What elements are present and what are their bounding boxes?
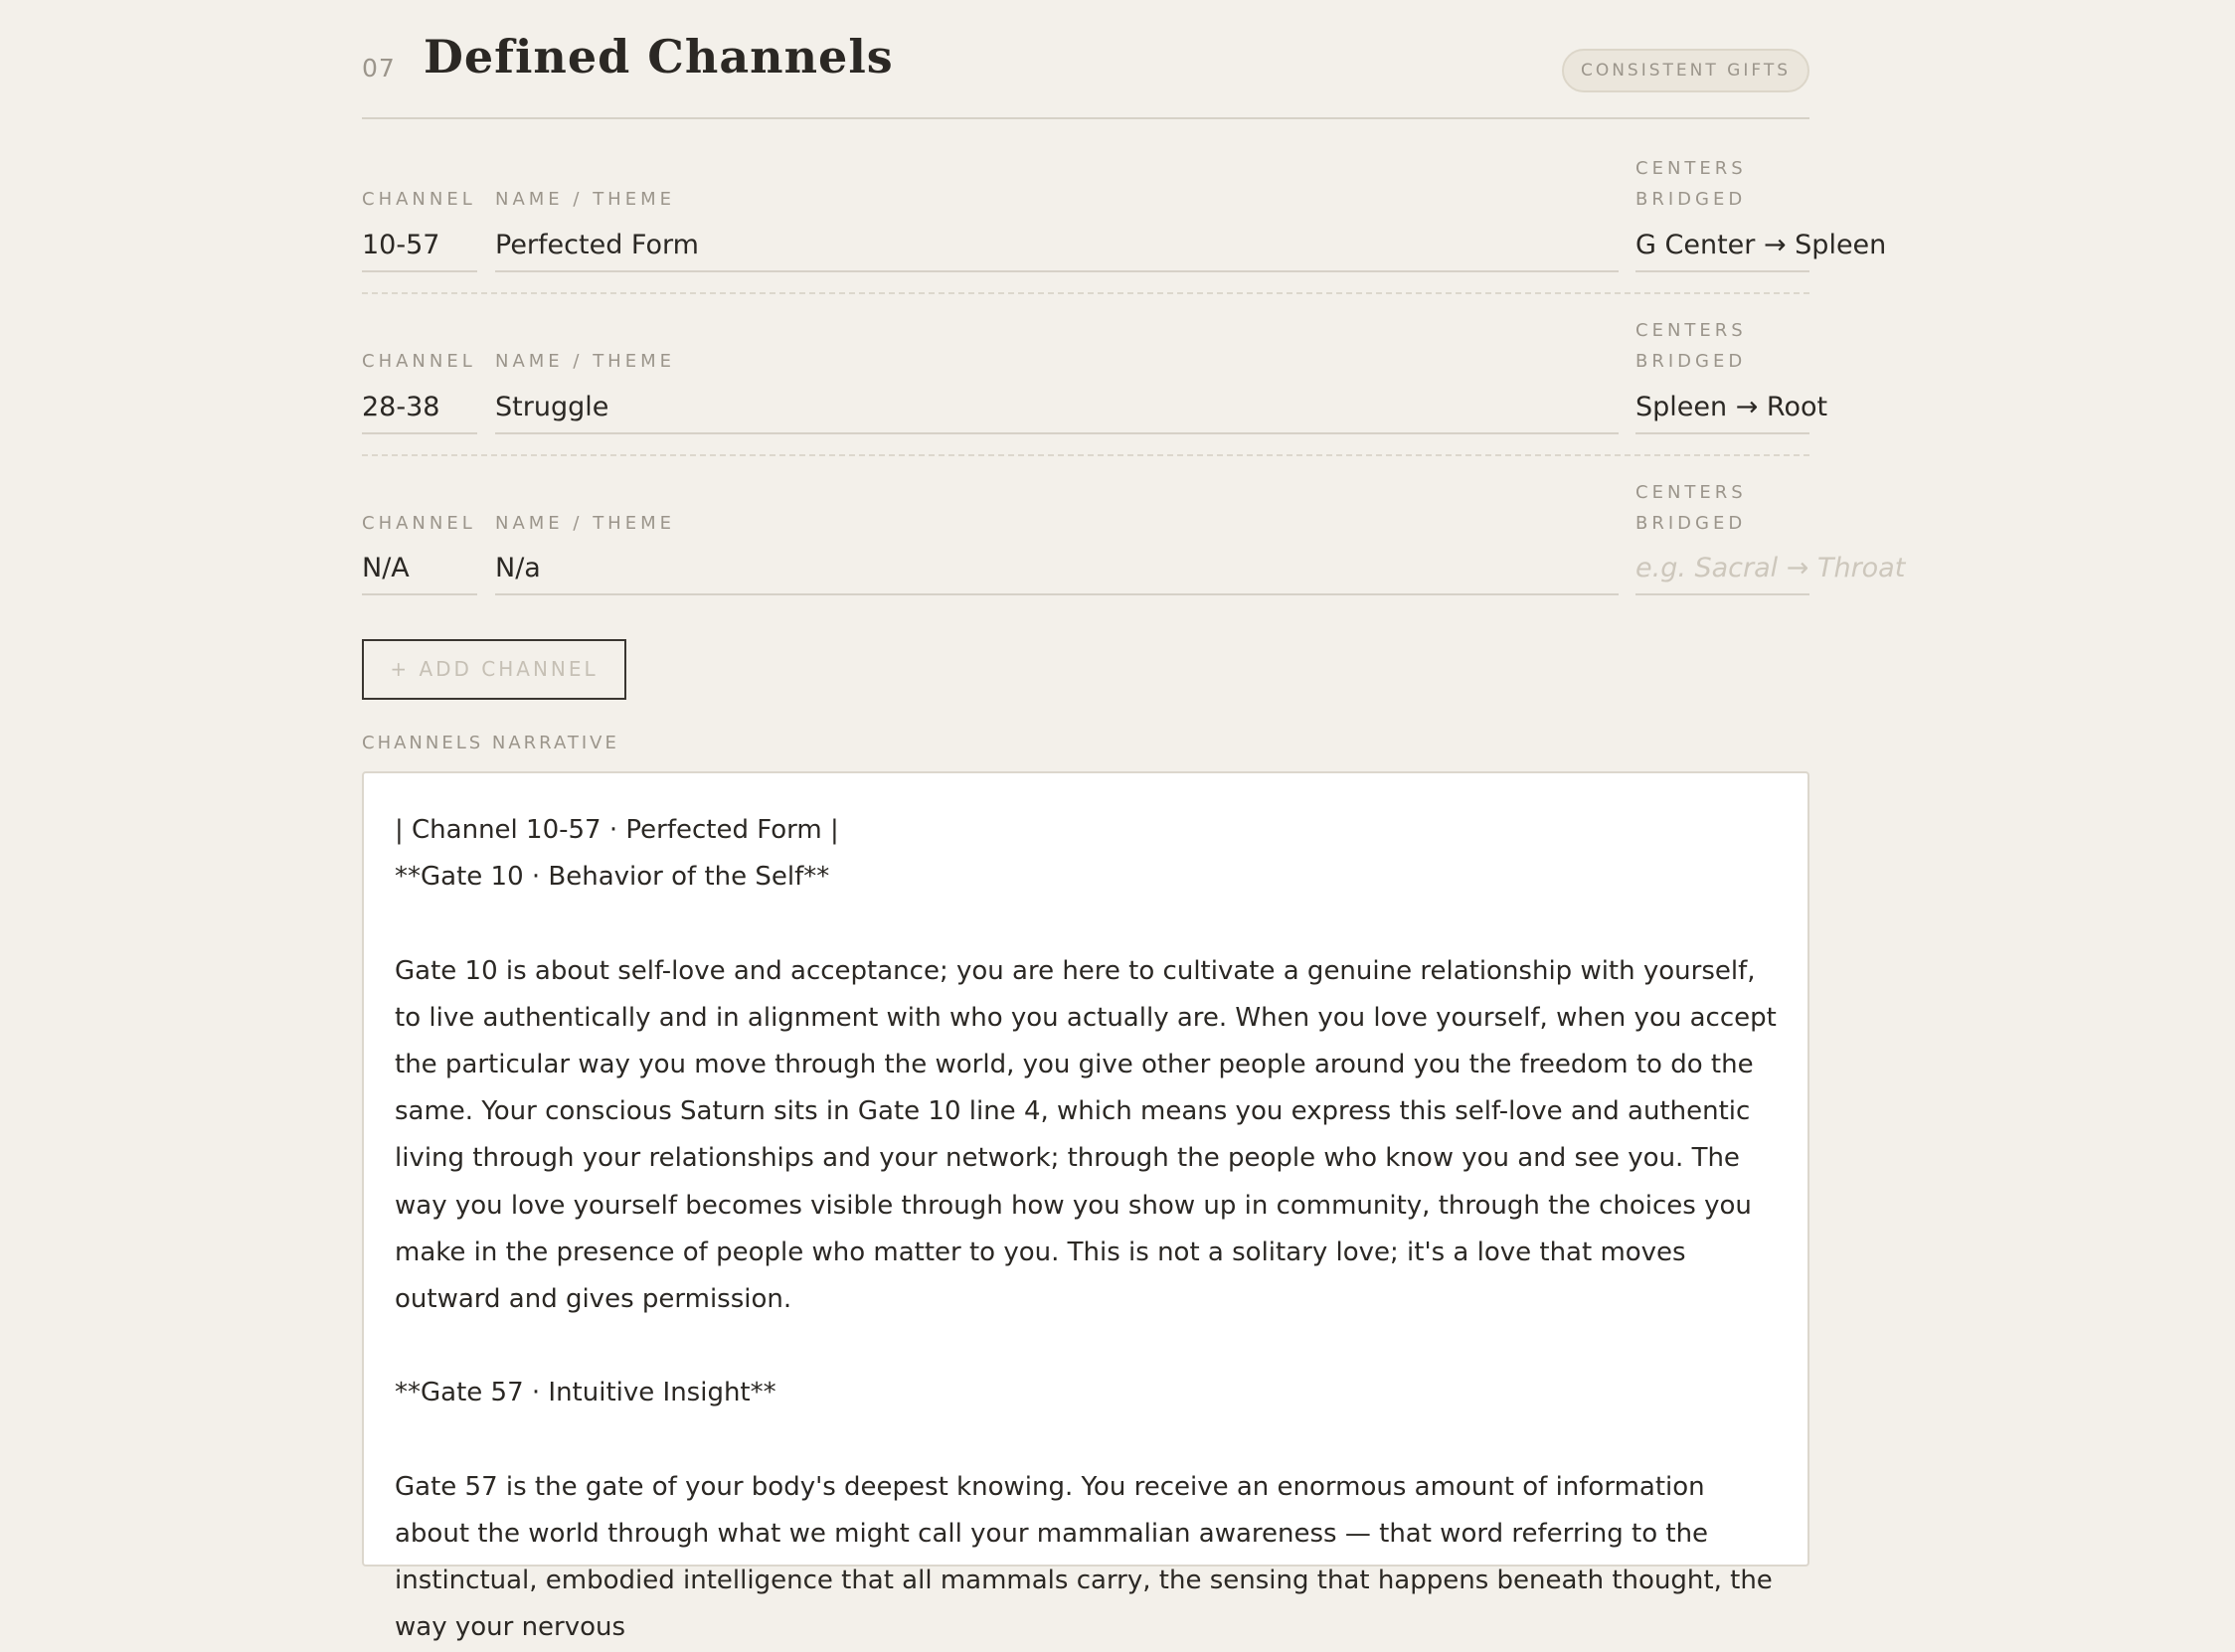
name-field [495, 119, 1752, 278]
section-header [362, 0, 1809, 119]
centers-label-line1: CENTERS [1635, 158, 1747, 179]
channel-row [362, 294, 1828, 456]
name-field [495, 456, 1752, 605]
channel-row [362, 119, 1887, 294]
name-input[interactable]: Perfected Form [495, 223, 1619, 272]
name-input[interactable]: N/a [495, 546, 1619, 595]
name-label: NAME / THEME [495, 513, 675, 534]
name-field [495, 294, 1752, 453]
channel-input[interactable]: 28-38 [362, 385, 477, 434]
narrative-line: **Gate 57 · Intuitive Insight** [395, 1378, 776, 1408]
channel-label: CHANNEL [362, 189, 476, 210]
centers-label-line1: CENTERS [1635, 482, 1747, 503]
channel-label: CHANNEL [362, 351, 476, 372]
centers-field [1635, 456, 1906, 605]
channel-row [362, 456, 1906, 605]
centers-input[interactable]: e.g. Sacral → Throat [1635, 546, 1809, 595]
narrative-blank-line [395, 901, 1777, 947]
channel-label: CHANNEL [362, 513, 476, 534]
name-label: NAME / THEME [495, 189, 675, 210]
channel-field [362, 456, 477, 605]
channel-field [362, 119, 477, 278]
centers-field [1635, 119, 1887, 278]
centers-label-line2: BRIDGED [1635, 513, 1747, 534]
section-number: 07 [362, 54, 396, 83]
centers-label-line2: BRIDGED [1635, 351, 1747, 372]
narrative-paragraph: Gate 57 is the gate of your body's deepest knowing. You receive an enormous amount of information about the world through what we might call your mammalian awareness — that word referring to the instinctual, embodied intelligence that all mammals carry, the sensing that happens beneath thought, the way your nervous [395, 1471, 1773, 1643]
narrative-line: **Gate 10 · Behavior of the Self** [395, 862, 830, 893]
section-defined-channels [362, 0, 1906, 1643]
name-input[interactable]: Struggle [495, 385, 1619, 434]
narrative-blank-line [395, 1417, 1777, 1464]
channel-input[interactable]: N/A [362, 546, 477, 595]
narrative-paragraph: Gate 10 is about self-love and acceptance; you are here to cultivate a genuine relationship with yourself, to live authentically and in alignment with who you actually are. When you love yourself, when you accept the particular way you move through the world, you give other people around you the freedom to do the same. Your conscious Saturn sits in Gate 10 line 4, which means you express this self-love and authentic living through your relationships and your network; through the people who know you and see you. The way you love yourself becomes visible through how you show up in community, through the choices you make in the presence of people who matter to you. This is not a solitary love; it's a love that moves outward and gives permission. [395, 955, 1777, 1315]
centers-label-line1: CENTERS [1635, 320, 1747, 341]
centers-field [1635, 294, 1828, 453]
centers-input[interactable]: G Center → Spleen [1635, 223, 1809, 272]
narrative-textarea[interactable] [362, 771, 1809, 1643]
centers-label-line2: BRIDGED [1635, 189, 1747, 210]
channel-input[interactable]: 10-57 [362, 223, 477, 272]
name-label: NAME / THEME [495, 351, 675, 372]
centers-input[interactable]: Spleen → Root [1635, 385, 1809, 434]
narrative-blank-line [395, 1323, 1777, 1370]
add-channel-button[interactable]: + ADD CHANNEL [362, 639, 626, 700]
narrative-line: | Channel 10-57 · Perfected Form | [395, 815, 839, 845]
section-title: Defined Channels [424, 30, 894, 83]
section-badge: CONSISTENT GIFTS [1562, 49, 1809, 92]
channel-field [362, 294, 477, 453]
narrative-label: CHANNELS NARRATIVE [362, 733, 619, 753]
